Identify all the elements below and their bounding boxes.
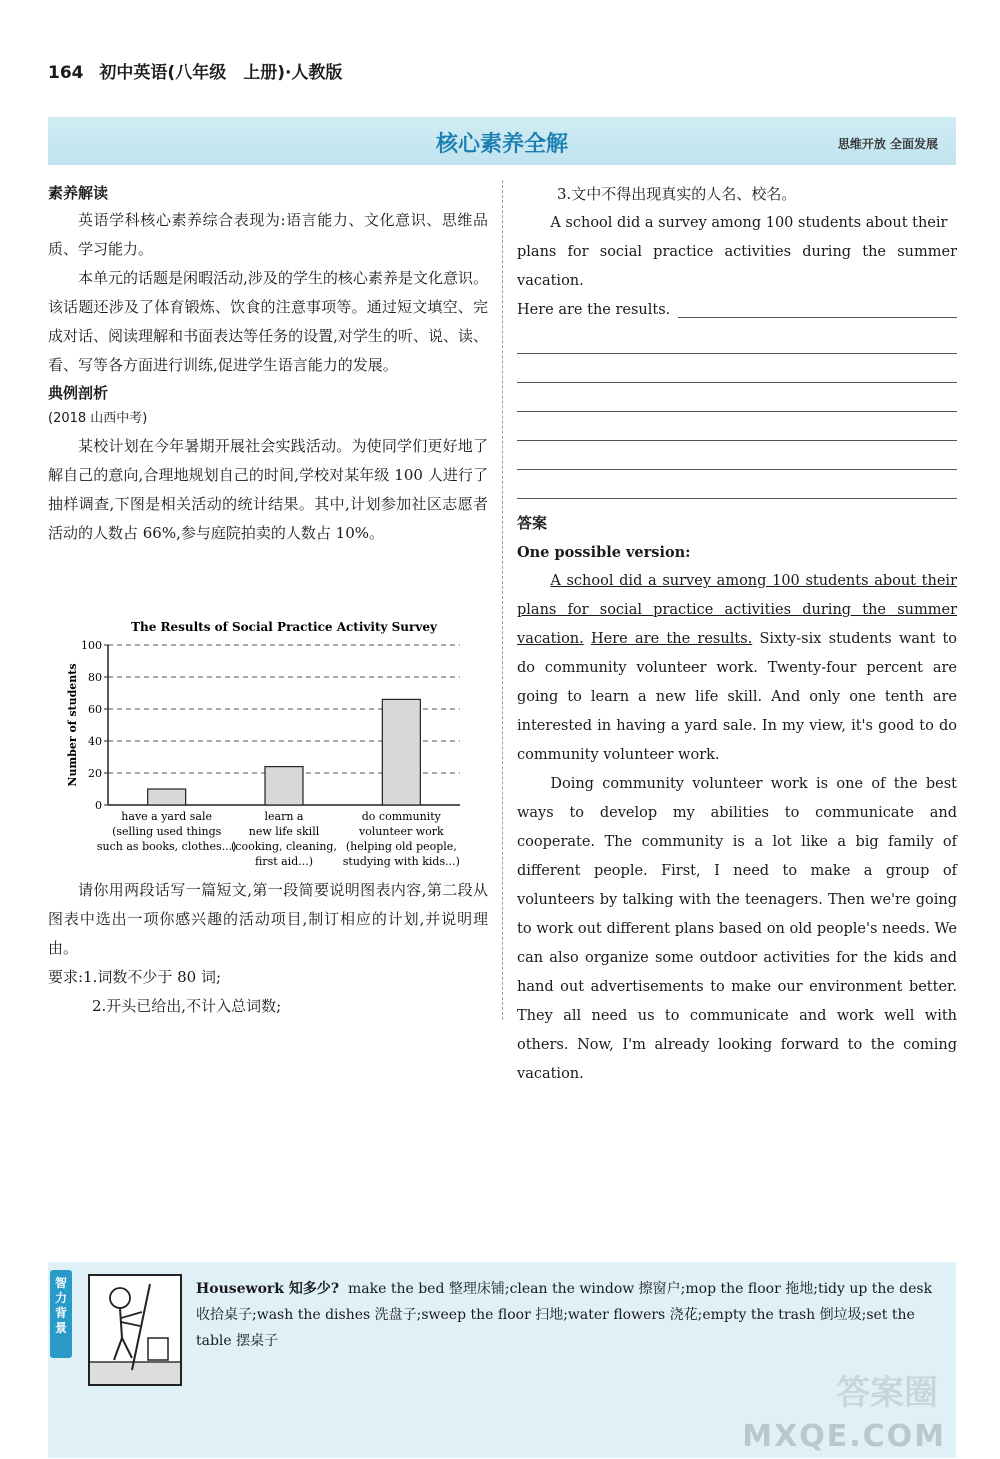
category-label: first aid...) bbox=[254, 855, 314, 868]
writing-line[interactable] bbox=[517, 498, 957, 499]
prompt-line-3-wrap bbox=[517, 296, 957, 325]
left-column bbox=[48, 180, 488, 548]
y-tick-label: 20 bbox=[88, 767, 102, 780]
writing-line[interactable] bbox=[517, 469, 957, 470]
writing-line[interactable] bbox=[517, 440, 957, 441]
literacy-paragraph-2: 本单元的话题是闲暇活动,涉及的学生的核心素养是文化意识。该话题还涉及了体育锻炼、饮食的注意事项等。通过短文填空、完成对话、阅读理解和书面表达等任务的设置,对学生的听、说、读、看、写等各方面进行训练,促进学生语言能力的发展。 bbox=[48, 269, 488, 374]
category-label: such as books, clothes...) bbox=[96, 840, 237, 853]
answer-paragraph-1 bbox=[517, 567, 957, 770]
prompt-line-2: plans for social practice activities during the summer vacation. bbox=[517, 244, 957, 289]
tip-text: make the bed 整理床铺;clean the window 擦窗户;mop the floor 拖地;tidy up the desk 收拾桌子;wash the dishes 洗盘子;sweep the floor 扫地;water flowers 浇花;empty the trash 倒垃圾;set the table 摆桌子 bbox=[196, 1281, 933, 1349]
answer-title: 答案 bbox=[517, 514, 548, 532]
background-tag: 智力背景 bbox=[50, 1270, 72, 1358]
category-label: do community bbox=[361, 810, 441, 823]
answer-underlined-1: A school did a survey among 100 students about their bbox=[550, 573, 957, 589]
housework-illustration-icon bbox=[88, 1274, 182, 1386]
category-label: have a yard sale bbox=[121, 810, 213, 823]
literacy-paragraph-1: 英语学科核心素养综合表现为:语言能力、文化意识、思维品质、学习能力。 bbox=[48, 211, 488, 258]
y-tick-label: 80 bbox=[88, 671, 102, 684]
y-tick-label: 40 bbox=[88, 735, 102, 748]
writing-line[interactable] bbox=[517, 382, 957, 383]
y-axis-label: Number of students bbox=[66, 663, 79, 787]
watermark-logo: 答案圈 bbox=[836, 1373, 938, 1413]
column-divider bbox=[502, 180, 503, 1020]
book-title: 初中英语(八年级 上册)·人教版 bbox=[99, 63, 343, 83]
bar bbox=[148, 789, 186, 805]
banner-title: 核心素养全解 bbox=[435, 132, 568, 157]
category-label: studying with kids...) bbox=[342, 855, 460, 868]
page-number: 164 bbox=[48, 63, 84, 83]
answer-underlined-2: plans for social practice activities during the summer vacation. bbox=[517, 602, 957, 647]
task-paragraph: 某校计划在今年暑期开展社会实践活动。为使同学们更好地了解自己的意向,合理地规划自己的时间,学校对某年级 100 人进行了抽样调查,下图是相关活动的统计结果。其中,计划参加社区志愿者活动的人数占 66%,参与庭院拍卖的人数占 10%。 bbox=[48, 437, 488, 542]
requirements bbox=[48, 876, 488, 1021]
answer-underlined-3: Here are the results. bbox=[591, 631, 753, 647]
prompt-line-1: A school did a survey among 100 students about their bbox=[550, 215, 948, 231]
category-label: volunteer work bbox=[358, 825, 444, 838]
housework-tip bbox=[196, 1276, 944, 1354]
y-tick-label: 100 bbox=[81, 639, 102, 652]
chart-title: The Results of Social Practice Activity Survey bbox=[131, 620, 437, 634]
version-title: One possible version: bbox=[517, 544, 691, 561]
watermark: MXQE.COM bbox=[742, 1419, 946, 1454]
survey-bar-chart bbox=[60, 615, 480, 875]
tip-title: Housework 知多少? bbox=[196, 1281, 340, 1297]
writing-instruction: 请你用两段话写一篇短文,第一段简要说明图表内容,第二段从图表中选出一项你感兴趣的活动项目,制订相应的计划,并说明理由。 bbox=[48, 881, 488, 957]
requirement-2: 2.开头已给出,不计入总词数; bbox=[92, 997, 282, 1015]
answer-paragraph-1-rest: Sixty-six students want to do community volunteer work. Twenty-four percent are going to learn a new life skill. And only one tenth are interested in having a yard sale. In my view, it's good to do community volunteer work. bbox=[517, 631, 958, 763]
category-label: learn a bbox=[264, 810, 304, 823]
section-title-example: 典例剖析 bbox=[48, 384, 109, 402]
section-title-literacy: 素养解读 bbox=[48, 184, 109, 202]
writing-blank-line[interactable] bbox=[678, 317, 957, 318]
y-tick-label: 0 bbox=[95, 799, 102, 812]
writing-line[interactable] bbox=[517, 353, 957, 354]
section-banner bbox=[48, 117, 956, 165]
chart-svg bbox=[60, 615, 480, 875]
requirement-1: 要求:1.词数不少于 80 词; bbox=[48, 968, 222, 986]
page-header bbox=[48, 58, 342, 83]
bar bbox=[382, 699, 420, 805]
exam-source: (2018 山西中考) bbox=[48, 411, 148, 426]
category-label: (cooking, cleaning, bbox=[231, 840, 337, 853]
category-label: (helping old people, bbox=[345, 840, 457, 853]
background-knowledge-box bbox=[48, 1262, 956, 1458]
requirement-3: 3.文中不得出现真实的人名、校名。 bbox=[557, 185, 797, 203]
category-label: (selling used things bbox=[112, 825, 222, 838]
writing-line[interactable] bbox=[517, 411, 957, 412]
bar bbox=[265, 767, 303, 805]
right-column bbox=[517, 180, 957, 1089]
y-tick-label: 60 bbox=[88, 703, 102, 716]
answer-paragraph-2: Doing community volunteer work is one of the best ways to develop my abilities to communicate and cooperate. The community is a lot like a big family of different people. First, I need to make a group of volunteers by talking with the teenagers. Then we're going to work out different plans based on old people's needs. We can also organize some outdoor activities for the kids and hand out advertisements to make our environment better. They all need us to communicate and work well with others. Now, I'm already looking forward to the coming vacation. bbox=[517, 776, 957, 1082]
banner-subtitle: 思维开放 全面发展 bbox=[837, 137, 938, 151]
prompt-line-3: Here are the results. bbox=[517, 302, 671, 318]
category-label: new life skill bbox=[248, 825, 320, 838]
